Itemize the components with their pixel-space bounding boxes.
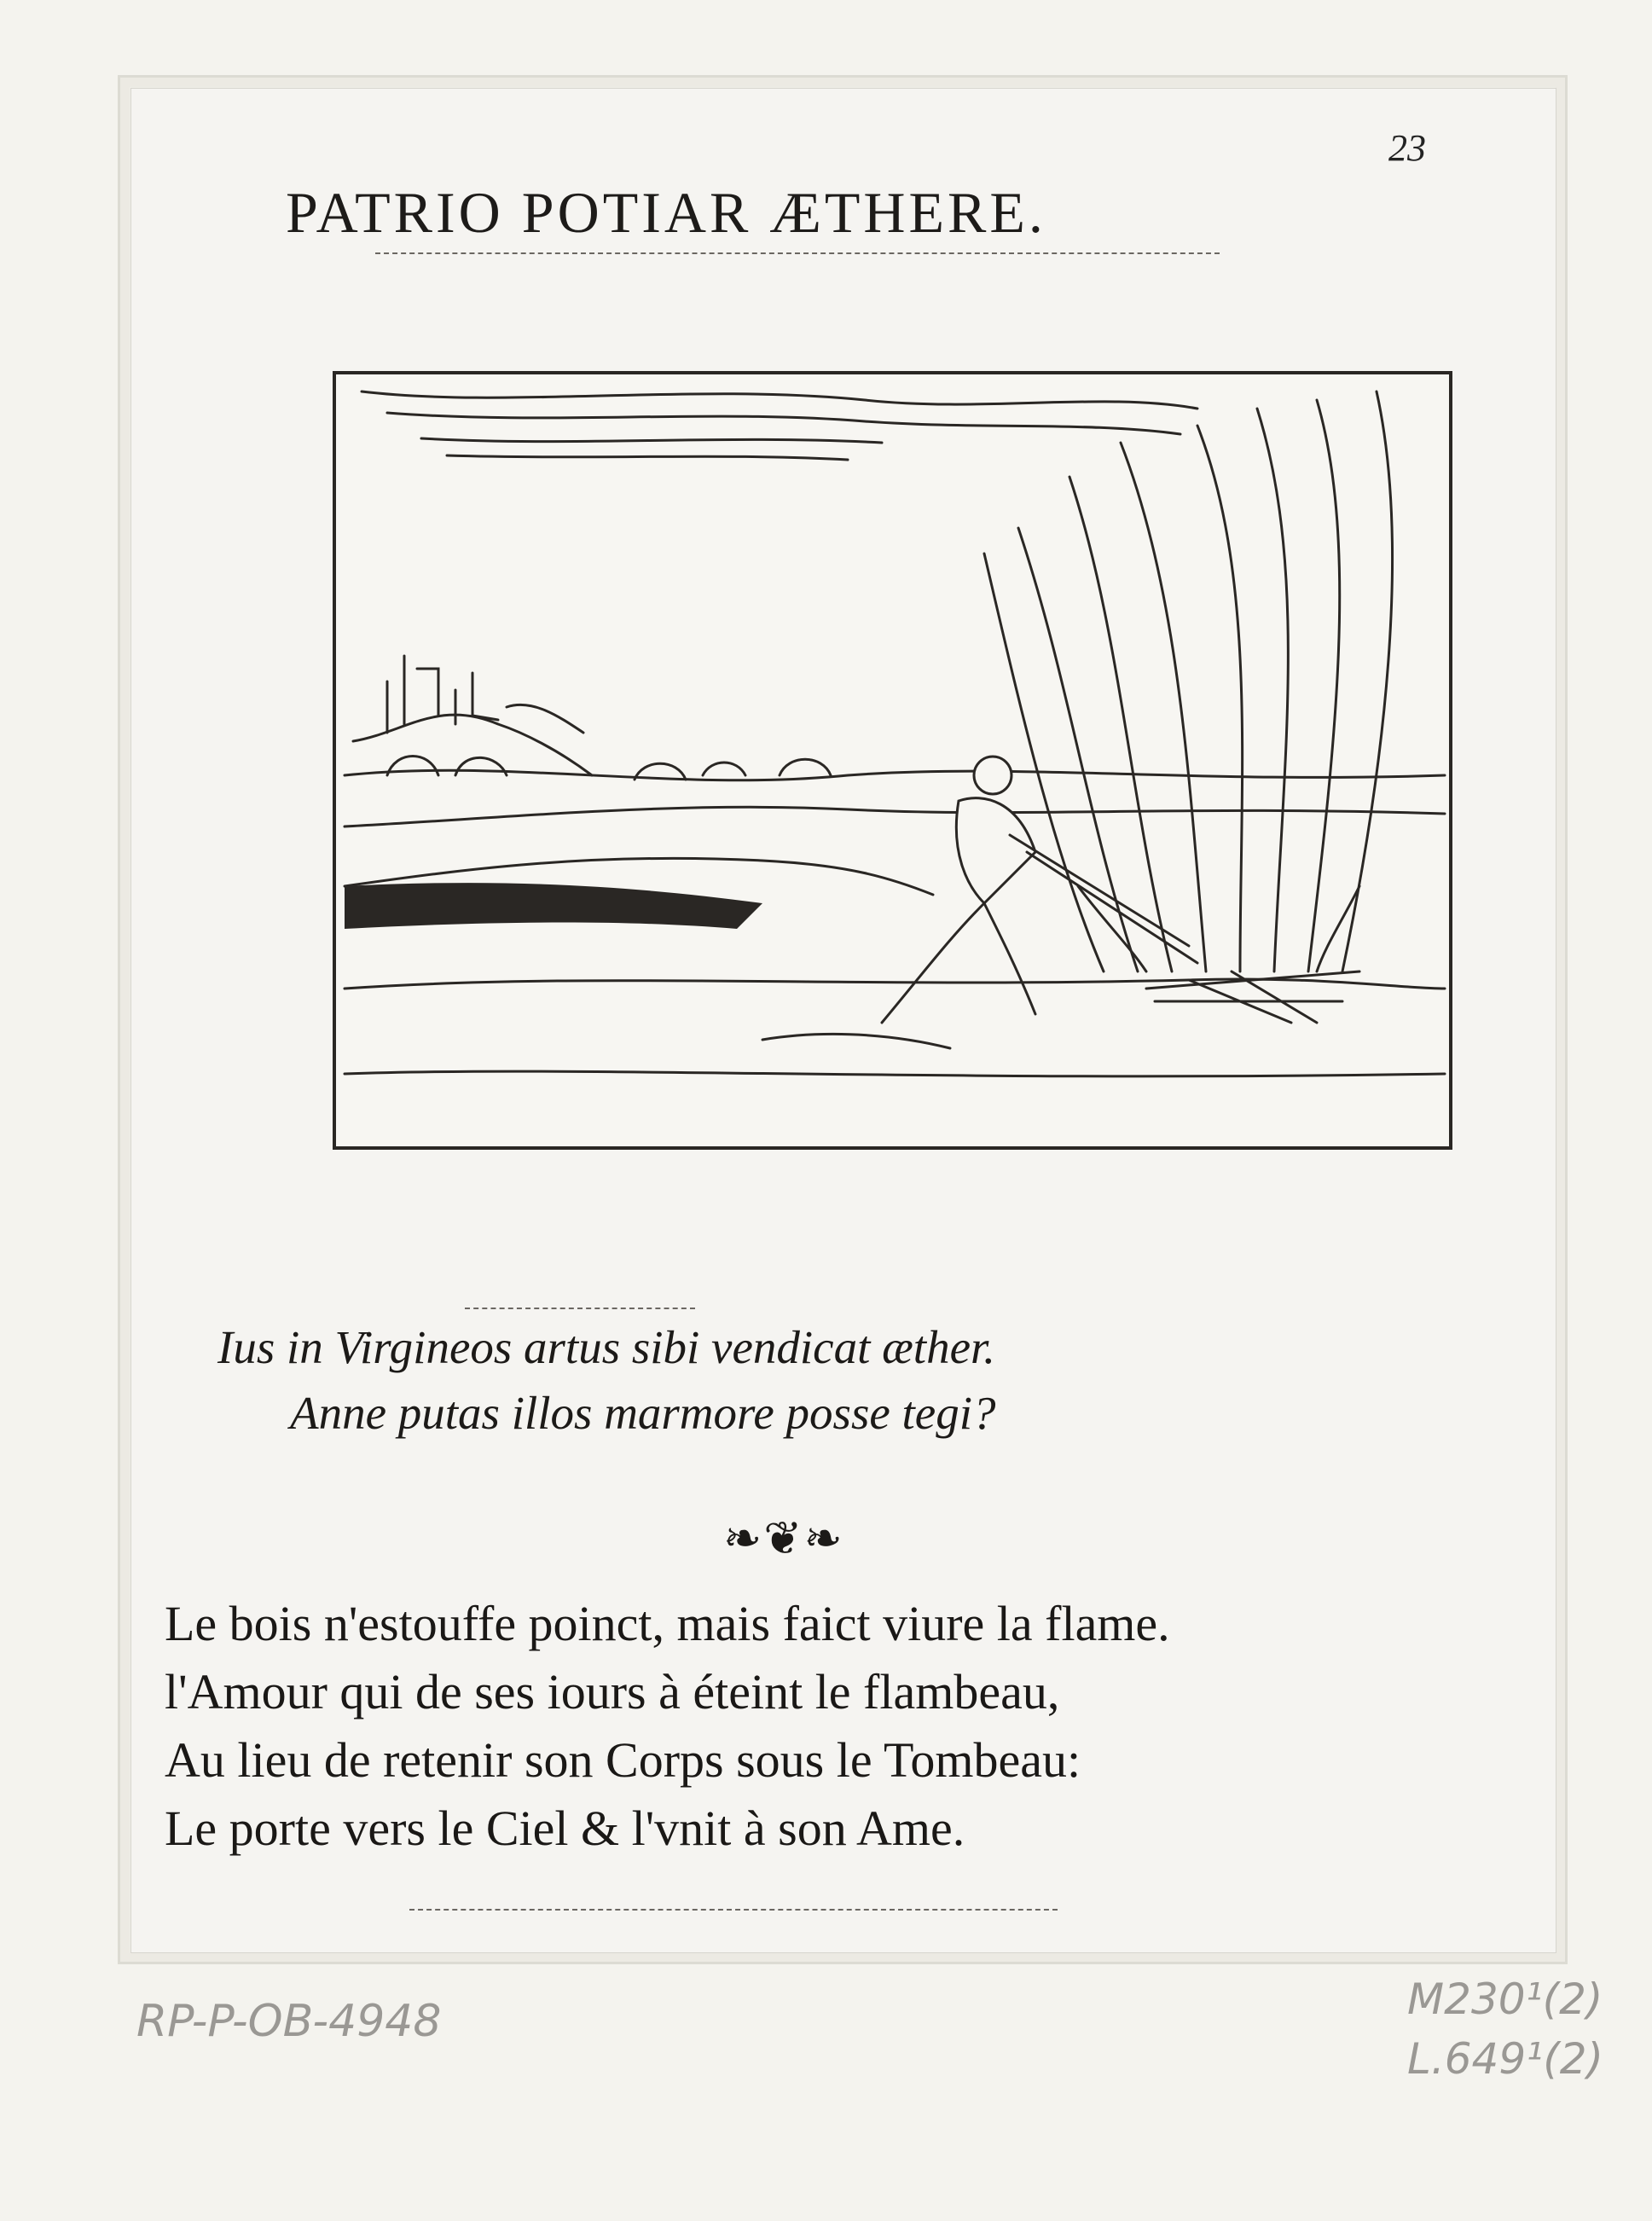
verse-rule-top	[465, 1308, 695, 1309]
french-verse-line-4: Le porte vers le Ciel & l'vnit à son Ame.	[165, 1801, 965, 1856]
latin-verse-line-2: Anne putas illos marmore posse tegi?	[290, 1387, 996, 1439]
page-number: 23	[1388, 127, 1426, 169]
french-verse-line-3: Au lieu de retenir son Corps sous le Tombeau:	[165, 1732, 1081, 1788]
french-verse-line-2: l'Amour qui de ses iours à éteint le flambeau,	[165, 1664, 1060, 1719]
catalog-ref-1: M230¹(2)	[1407, 1975, 1603, 2024]
french-verse-line-1: Le bois n'estouffe poinct, mais faict viure la flame.	[165, 1596, 1170, 1651]
emblem-motto: PATRIO POTIAR ÆTHERE.	[286, 180, 1046, 245]
verse-rule-bottom	[409, 1909, 1058, 1911]
engraving-plate	[333, 371, 1452, 1150]
inventory-number: RP-P-OB-4948	[136, 1996, 442, 2047]
fleuron-ornament: ❧❦❧	[723, 1513, 844, 1564]
motto-underline	[375, 252, 1220, 254]
latin-verse-line-1: Ius in Virgineos artus sibi vendicat æther.	[217, 1321, 996, 1373]
catalog-ref-2: L.649¹(2)	[1407, 2034, 1604, 2084]
engraving-man-stoking-bonfire-icon	[336, 374, 1449, 1146]
